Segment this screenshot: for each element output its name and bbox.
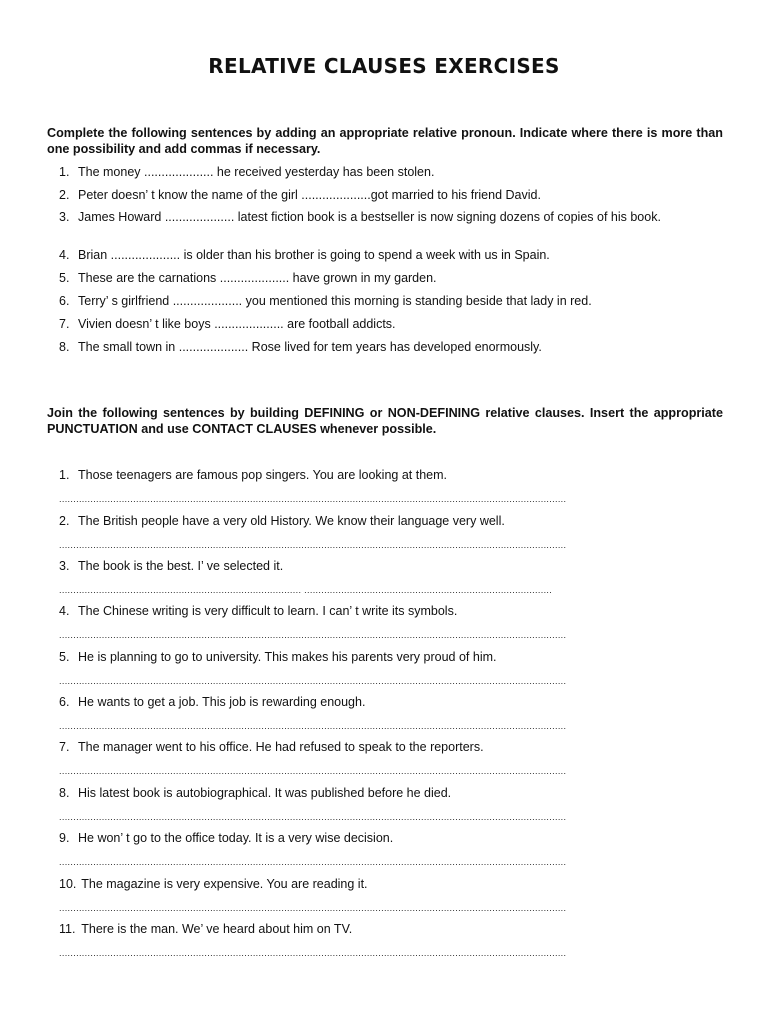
item-number: 9.	[59, 831, 70, 845]
answer-line[interactable]: ..................................................................................................................................................................................	[59, 903, 567, 913]
item-number: 8.	[59, 786, 70, 800]
item-text: The money .................... he received yesterday has been stolen.	[78, 165, 435, 179]
item-text: He wants to get a job. This job is rewarding enough.	[78, 695, 366, 709]
exercise1-item	[59, 316, 720, 332]
exercise2-item	[59, 876, 720, 892]
exercise1-item	[59, 209, 720, 225]
item-text: Vivien doesn’ t like boys .................... are football addicts.	[78, 317, 396, 331]
item-number: 10.	[59, 877, 77, 891]
answer-line[interactable]: ..................................................................................................................................................................................	[59, 857, 567, 867]
exercise2-item	[59, 558, 720, 574]
item-text: The British people have a very old History. We know their language very well.	[78, 514, 505, 528]
exercise1-item	[59, 247, 720, 263]
exercise1-item	[59, 270, 720, 286]
page-title: RELATIVE CLAUSES EXERCISES	[208, 54, 560, 78]
exercise2-instructions: Join the following sentences by building DEFINING or NON-DEFINING relative clauses. Insert the appropriate PUNCTUATION and use CONTACT CLAUSES whenever possible.	[47, 406, 723, 436]
answer-line[interactable]: ..................................................................................................................................................................................	[59, 948, 567, 958]
answer-line[interactable]: ..................................................................................................................................................................................	[59, 540, 567, 550]
item-text: These are the carnations .................... have grown in my garden.	[78, 271, 437, 285]
item-number: 1.	[59, 165, 70, 179]
exercise2-item	[59, 603, 720, 619]
item-number: 2.	[59, 514, 70, 528]
item-text: James Howard .................... latest fiction book is a bestseller is now signing dozens of copies of his book.	[78, 210, 661, 224]
item-number: 5.	[59, 650, 70, 664]
answer-line[interactable]: ..................................................................................................................................................................................	[59, 766, 567, 776]
item-number: 4.	[59, 248, 70, 262]
exercise2-item	[59, 785, 720, 801]
item-text: Terry’ s girlfriend .................... you mentioned this morning is standing beside that lady in red.	[78, 294, 592, 308]
item-number: 7.	[59, 317, 70, 331]
item-number: 6.	[59, 695, 70, 709]
exercise2-item	[59, 739, 720, 755]
item-text: The book is the best. I’ ve selected it.	[78, 559, 284, 573]
item-text: His latest book is autobiographical. It was published before he died.	[78, 786, 452, 800]
exercise2-item	[59, 649, 720, 665]
item-number: 2.	[59, 188, 70, 202]
exercise1-item	[59, 339, 720, 355]
exercise1-instructions: Complete the following sentences by adding an appropriate relative pronoun. Indicate where there is more than one possibility and add commas if necessary.	[47, 126, 723, 156]
exercise1-item	[59, 293, 720, 309]
item-text: He is planning to go to university. This makes his parents very proud of him.	[78, 650, 497, 664]
answer-line[interactable]: ..................................................................................................................................................................................	[59, 494, 567, 504]
item-number: 3.	[59, 210, 70, 224]
item-text: The Chinese writing is very difficult to learn. I can’ t write its symbols.	[78, 604, 458, 618]
item-number: 4.	[59, 604, 70, 618]
exercise2-item	[59, 921, 720, 937]
item-number: 6.	[59, 294, 70, 308]
item-number: 1.	[59, 468, 70, 482]
item-number: 11.	[59, 922, 76, 936]
item-text: The magazine is very expensive. You are reading it.	[78, 877, 368, 891]
answer-line[interactable]: ..................................................................................................................................................................................	[59, 676, 567, 686]
answer-line[interactable]: ..................................................................................................................................................................................	[59, 721, 567, 731]
item-number: 5.	[59, 271, 70, 285]
answer-line[interactable]: ..................................................................................................................................................................................	[59, 812, 567, 822]
item-text: Those teenagers are famous pop singers. You are looking at them.	[78, 468, 447, 482]
item-text: There is the man. We’ ve heard about him on TV.	[78, 922, 353, 936]
item-text: The manager went to his office. He had refused to speak to the reporters.	[78, 740, 484, 754]
item-number: 8.	[59, 340, 70, 354]
exercise1-item	[59, 187, 720, 203]
answer-line[interactable]: ..................................................................................................................................................................................	[59, 630, 567, 640]
item-text: The small town in .................... Rose lived for tem years has developed enormously.	[78, 340, 542, 354]
item-number: 3.	[59, 559, 70, 573]
exercise2-item	[59, 467, 720, 483]
item-text: Peter doesn’ t know the name of the girl ....................got married to his friend David.	[78, 188, 541, 202]
exercise2-item	[59, 830, 720, 846]
answer-line[interactable]: ..................................................................................... .......................................................................................	[59, 585, 553, 595]
exercise1-item	[59, 164, 720, 180]
exercise2-item	[59, 694, 720, 710]
exercise2-item	[59, 513, 720, 529]
item-number: 7.	[59, 740, 70, 754]
item-text: He won’ t go to the office today. It is a very wise decision.	[78, 831, 394, 845]
item-text: Brian .................... is older than his brother is going to spend a week with us in Spain.	[78, 248, 550, 262]
